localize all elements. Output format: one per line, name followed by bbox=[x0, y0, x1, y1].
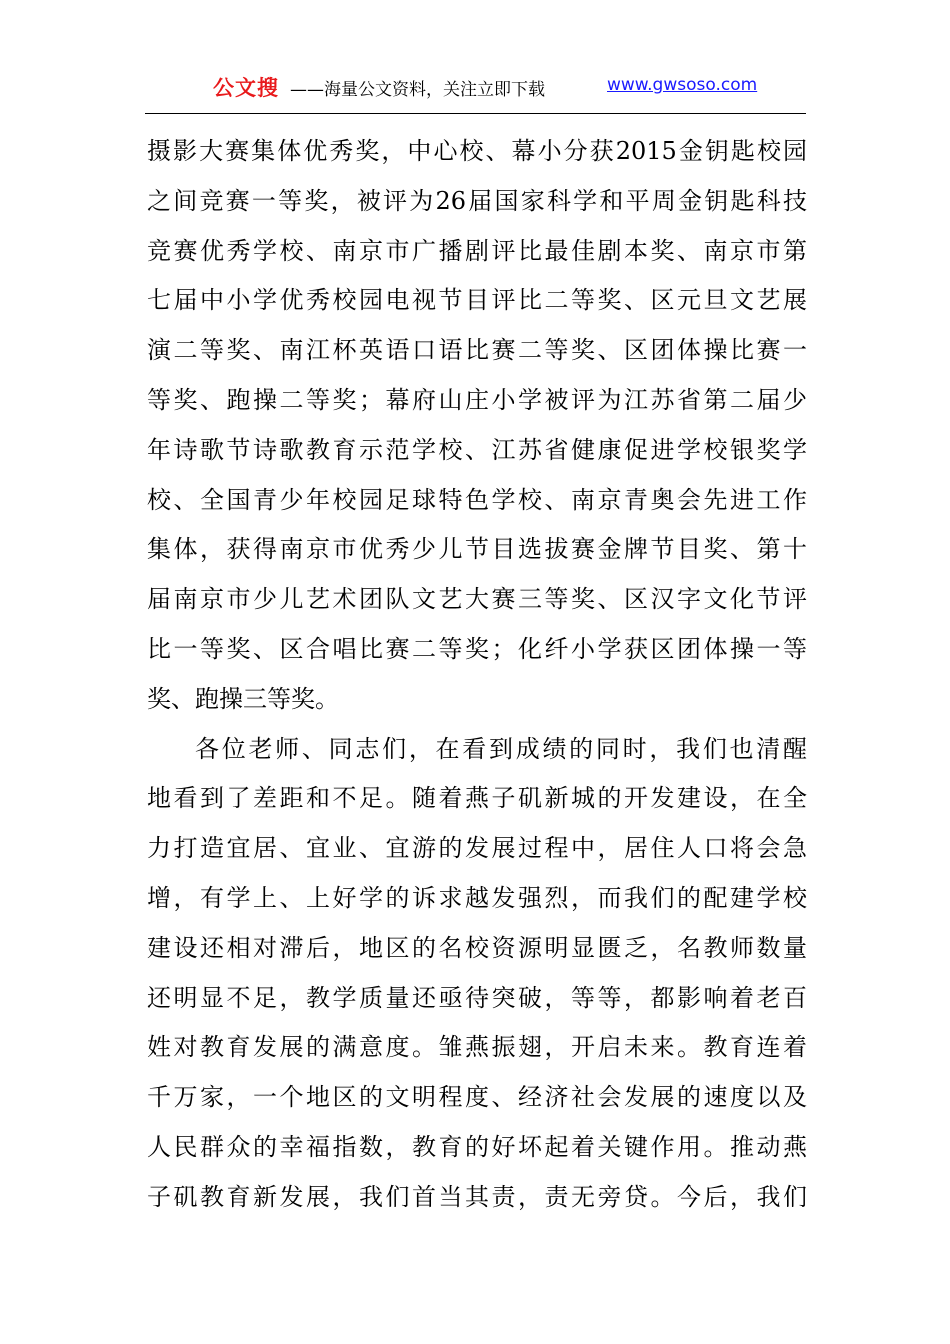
paragraph-awards bbox=[147, 127, 807, 725]
text-line: 人民群众的幸福指数，教育的好坏起着关键作用。推动燕 bbox=[147, 1132, 807, 1161]
text-line: 建设还相对滞后，地区的名校资源明显匮乏，名教师数量 bbox=[147, 933, 807, 962]
text-line-last: 奖、跑操三等奖。 bbox=[147, 684, 339, 713]
text-line: 校、全国青少年校园足球特色学校、南京青奥会先进工作 bbox=[147, 485, 807, 514]
page-header bbox=[145, 70, 805, 102]
brand-logo-text: 公文搜 bbox=[213, 76, 279, 100]
website-link[interactable]: www.gwsoso.com bbox=[607, 75, 758, 95]
text-line: 姓对教育发展的满意度。雏燕振翅，开启未来。教育连着 bbox=[147, 1033, 807, 1062]
text-line: 增，有学上、上好学的诉求越发强烈，而我们的配建学校 bbox=[147, 883, 807, 912]
text-line: 集体，获得南京市优秀少儿节目选拔赛金牌节目奖、第十 bbox=[147, 535, 807, 564]
document-body bbox=[147, 127, 807, 1223]
text-line: 摄影大赛集体优秀奖，中心校、幕小分获2015金钥匙校园 bbox=[147, 137, 807, 165]
text-line: 七届中小学优秀校园电视节目评比二等奖、区元旦文艺展 bbox=[147, 286, 807, 315]
text-line: 还明显不足，教学质量还亟待突破，等等，都影响着老百 bbox=[147, 983, 807, 1012]
text-line: 竞赛优秀学校、南京市广播剧评比最佳剧本奖、南京市第 bbox=[147, 236, 807, 265]
text-line-first: 各位老师、同志们，在看到成绩的同时，我们也清醒 bbox=[195, 734, 807, 763]
text-line: 年诗歌节诗歌教育示范学校、江苏省健康促进学校银奖学 bbox=[147, 435, 807, 464]
text-line: 比一等奖、区合唱比赛二等奖；化纤小学获区团体操一等 bbox=[147, 634, 807, 663]
text-line: 力打造宜居、宜业、宜游的发展过程中，居住人口将会急 bbox=[147, 834, 807, 863]
text-line: 演二等奖、南江杯英语口语比赛二等奖、区团体操比赛一 bbox=[147, 336, 807, 365]
text-line: 届南京市少儿艺术团队文艺大赛三等奖、区汉字文化节评 bbox=[147, 585, 807, 614]
header-slogan: ——海量公文资料，关注立即下载 bbox=[290, 80, 545, 100]
text-line: 之间竞赛一等奖，被评为26届国家科学和平周金钥匙科技 bbox=[147, 186, 807, 215]
text-line: 地看到了差距和不足。随着燕子矶新城的开发建设，在全 bbox=[147, 784, 807, 813]
paragraph-reflection bbox=[147, 725, 807, 1223]
text-line: 子矶教育新发展，我们首当其责，责无旁贷。今后，我们 bbox=[147, 1182, 807, 1211]
header-divider bbox=[145, 113, 806, 114]
text-line: 千万家，一个地区的文明程度、经济社会发展的速度以及 bbox=[147, 1083, 807, 1112]
text-line: 等奖、跑操二等奖；幕府山庄小学被评为江苏省第二届少 bbox=[147, 385, 807, 414]
